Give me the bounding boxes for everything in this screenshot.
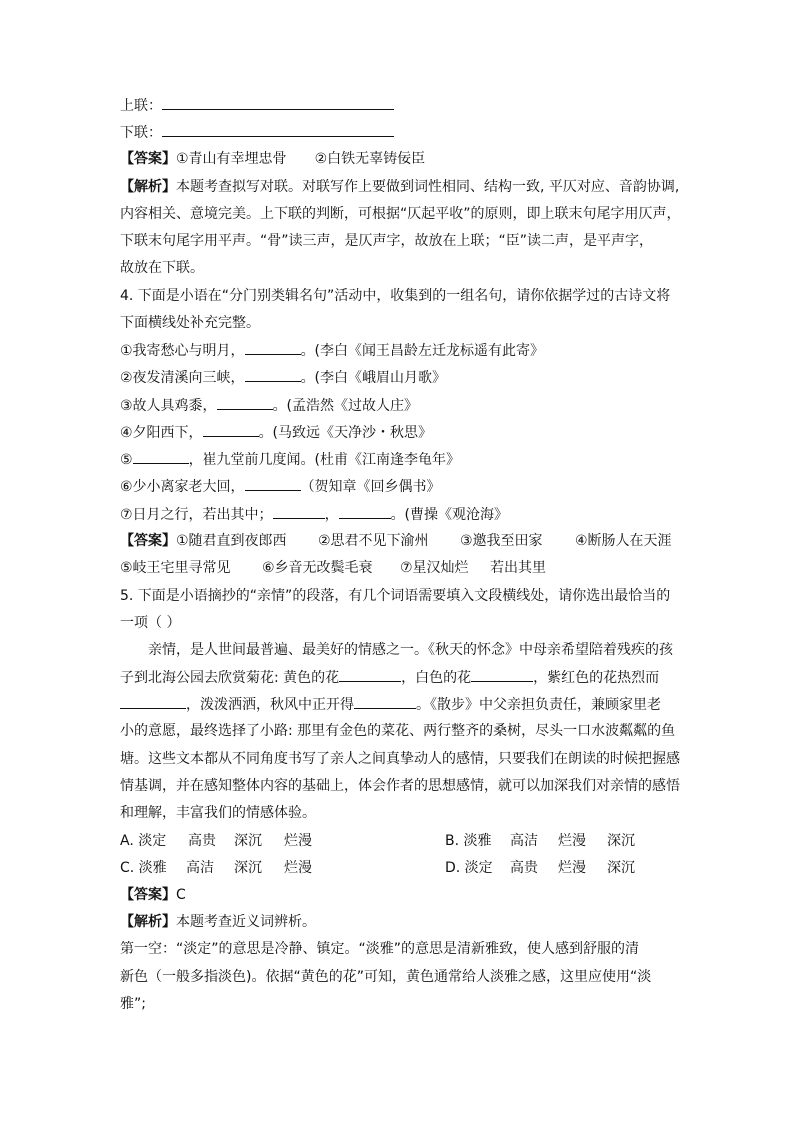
q5-blank1-line-3: 雅”; xyxy=(120,996,146,1012)
option-a-label[interactable]: A. 淡定 xyxy=(120,833,167,849)
q4-item-3 xyxy=(120,396,418,415)
q4-item-7 xyxy=(120,505,508,524)
q5-passage-line-5: 塘。这些文本都从不同角度书写了亲人之间真挚动人的感情，只要我们在朗读的时候把握感 xyxy=(120,751,680,767)
q4-answer-1: ①随君直到夜郎西 xyxy=(176,533,287,549)
q5-blank-3[interactable] xyxy=(120,695,186,709)
q5-blank-4[interactable] xyxy=(354,695,416,709)
option-b-word-3: 烂漫 xyxy=(558,833,586,849)
q4-item-3-blank[interactable] xyxy=(217,396,273,410)
q4-item-7-mid: ， xyxy=(324,507,339,523)
q5-passage-line-6: 情基调，并在感知整体内容的基础上，体会作者的思想感情，就可以加深我们对亲情的感悟 xyxy=(120,778,680,794)
q4-item-7-post: 。(曹操《观沧海》 xyxy=(390,507,509,523)
q4-item-4-post: 。(马致远《天净沙・秋思》 xyxy=(258,425,433,441)
upper-couplet-label: 上联： xyxy=(120,98,162,114)
q4-item-7-blank-2[interactable] xyxy=(339,505,391,519)
option-c-word-2: 高洁 xyxy=(186,860,214,876)
q4-item-6-post: （贺知章《回乡偶书》 xyxy=(300,479,441,495)
q4-item-1 xyxy=(120,341,544,360)
lower-couplet-blank[interactable] xyxy=(162,123,394,137)
q4-item-3-pre: ③故人具鸡黍， xyxy=(120,398,217,414)
q4-item-6-pre: ⑥少小离家老大回， xyxy=(120,479,245,495)
q5-p3-b: 。《散步》中父亲担负责任，兼顾家里老 xyxy=(416,697,661,713)
q4-answer-8: 若出其里 xyxy=(490,560,546,576)
upper-couplet-line xyxy=(120,96,394,115)
lower-couplet-line xyxy=(120,123,394,142)
q5-answer-line xyxy=(120,886,186,904)
q5-blank-1[interactable] xyxy=(339,668,401,682)
q4-item-4 xyxy=(120,423,432,442)
q4-item-3-post: 。(孟浩然《过故人庄》 xyxy=(272,398,419,414)
q4-item-5-pre: ⑤ xyxy=(120,452,133,468)
option-d-word-2: 高贵 xyxy=(510,860,538,876)
option-d-label[interactable]: D. 淡定 xyxy=(445,860,493,876)
q4-answer-3: ③邀我至田家 xyxy=(460,533,543,549)
q4-answer-6: ⑥乡音无改鬓毛衰 xyxy=(262,560,373,576)
q5-passage-line-7: 和理解，丰富我们的情感体验。 xyxy=(120,805,316,821)
q3-analysis-line-3: 下联末句尾字用平声。“骨”读三声，是仄声字，故放在上联；“臣”读二声，是平声字， xyxy=(120,233,654,249)
q5-p3-a: ，泼泼洒洒，秋风中正开得 xyxy=(186,697,354,713)
option-a-word-3: 深沉 xyxy=(234,833,262,849)
lower-couplet-label: 下联： xyxy=(120,125,162,141)
q4-item-4-pre: ④夕阳西下， xyxy=(120,425,203,441)
q4-item-1-pre: ①我寄愁心与明月， xyxy=(120,343,245,359)
q5-passage-line-1: 亲情，是人世间最普遍、最美好的情感之一。《秋天的怀念》中母亲希望陪着残疾的孩 xyxy=(148,642,673,658)
q4-item-2-blank[interactable] xyxy=(245,368,301,382)
q3-answer-1: ①青山有幸埋忠骨 xyxy=(176,151,287,167)
q4-answer-4: ④断肠人在天涯 xyxy=(575,533,672,549)
q4-item-2-pre: ②夜发清溪向三峡， xyxy=(120,370,245,386)
q4-answer-line xyxy=(120,532,176,550)
q4-answer-2: ②思君不见下渝州 xyxy=(318,533,429,549)
option-c-word-4: 烂漫 xyxy=(284,860,312,876)
q5-blank-2[interactable] xyxy=(471,668,533,682)
q4-item-6-blank[interactable] xyxy=(245,477,301,491)
q4-answer-5: ⑤岐王宅里寻常见 xyxy=(120,560,231,576)
q5-p2-c: ，紫红色的花热烈而 xyxy=(533,670,660,686)
answer-tag: 【答案】 xyxy=(120,887,176,903)
q3-answer-line xyxy=(120,150,425,168)
answer-tag: 【答案】 xyxy=(120,151,176,167)
option-b-label[interactable]: B. 淡雅 xyxy=(445,833,492,849)
q4-stem-line-1: 4. 下面是小语在“分门别类辑名句”活动中，收集到的一组名句，请你依据学过的古诗文将 xyxy=(120,288,671,304)
q5-answer: C xyxy=(176,887,186,903)
option-d-word-4: 深沉 xyxy=(607,860,635,876)
q5-passage-line-3 xyxy=(120,695,661,714)
q4-item-1-post: 。(李白《闻王昌龄左迁龙标遥有此寄》 xyxy=(300,343,545,359)
option-b-word-4: 深沉 xyxy=(607,833,635,849)
option-a-word-4: 烂漫 xyxy=(284,833,312,849)
q4-item-1-blank[interactable] xyxy=(245,341,301,355)
option-a-word-2: 高贵 xyxy=(188,833,216,849)
q4-item-2 xyxy=(120,368,446,387)
q4-item-5-post: ，崔九堂前几度闻。(杜甫《江南逢李龟年》 xyxy=(188,452,461,468)
q3-analysis-line-1 xyxy=(120,178,679,196)
q5-analysis-line xyxy=(120,913,316,931)
option-c-word-3: 深沉 xyxy=(234,860,262,876)
q5-passage-line-2 xyxy=(120,668,659,687)
q5-passage-line-4: 小的意愿，最终选择了小路: 那里有金色的菜花、两行整齐的桑树，尽头一口水波粼粼的鱼 xyxy=(120,723,676,739)
analysis-tag: 【解析】 xyxy=(120,914,176,930)
q5-analysis-text: 本题考查近义词辨析。 xyxy=(176,914,316,930)
q4-item-7-pre: ⑦日月之行，若出其中； xyxy=(120,507,273,523)
option-d-word-3: 烂漫 xyxy=(558,860,586,876)
option-b-word-2: 高洁 xyxy=(510,833,538,849)
answer-tag: 【答案】 xyxy=(120,533,176,549)
q4-item-4-blank[interactable] xyxy=(203,423,259,437)
q4-item-5 xyxy=(120,450,460,469)
option-c-label[interactable]: C. 淡雅 xyxy=(120,860,167,876)
q3-answer-2: ②白铁无辜铸佞臣 xyxy=(314,151,426,167)
upper-couplet-blank[interactable] xyxy=(162,96,394,110)
analysis-tag: 【解析】 xyxy=(120,179,176,195)
q5-p2-a: 子到北海公园去欣赏菊花: 黄色的花 xyxy=(120,670,340,686)
q3-analysis-line-2: 内容相关、意境完美。上下联的判断，可根据“仄起平收”的原则，即上联末句尾字用仄声， xyxy=(120,206,681,222)
q4-answer-7: ⑦星汉灿烂 xyxy=(400,560,469,576)
q4-item-6 xyxy=(120,477,441,496)
q4-stem-line-2: 下面横线处补充完整。 xyxy=(120,315,260,331)
q5-stem-line-2: 一项（ ） xyxy=(120,615,181,631)
q4-item-7-blank-1[interactable] xyxy=(273,505,325,519)
q3-analysis-line-4: 故放在下联。 xyxy=(120,260,204,276)
q3-analysis-text-1: 本题考查拟写对联。对联写作上要做到词性相同、结构一致, 平仄对应、音韵协调, xyxy=(176,179,680,195)
q5-blank1-line-1: 第一空：“淡定”的意思是冷静、镇定。“淡雅”的意思是清新雅致，使人感到舒服的清 xyxy=(120,941,640,957)
q4-item-2-post: 。(李白《峨眉山月歌》 xyxy=(300,370,447,386)
q5-stem-line-1: 5. 下面是小语摘抄的“亲情”的段落，有几个词语需要填入文段横线处，请你选出最恰当的 xyxy=(120,588,671,604)
q5-blank1-line-2: 新色（一般多指淡色)。依据“黄色的花”可知，黄色通常给人淡雅之感，这里应使用“淡 xyxy=(120,969,652,985)
q5-p2-b: ，白色的花 xyxy=(401,670,472,686)
q4-item-5-blank[interactable] xyxy=(133,450,189,464)
